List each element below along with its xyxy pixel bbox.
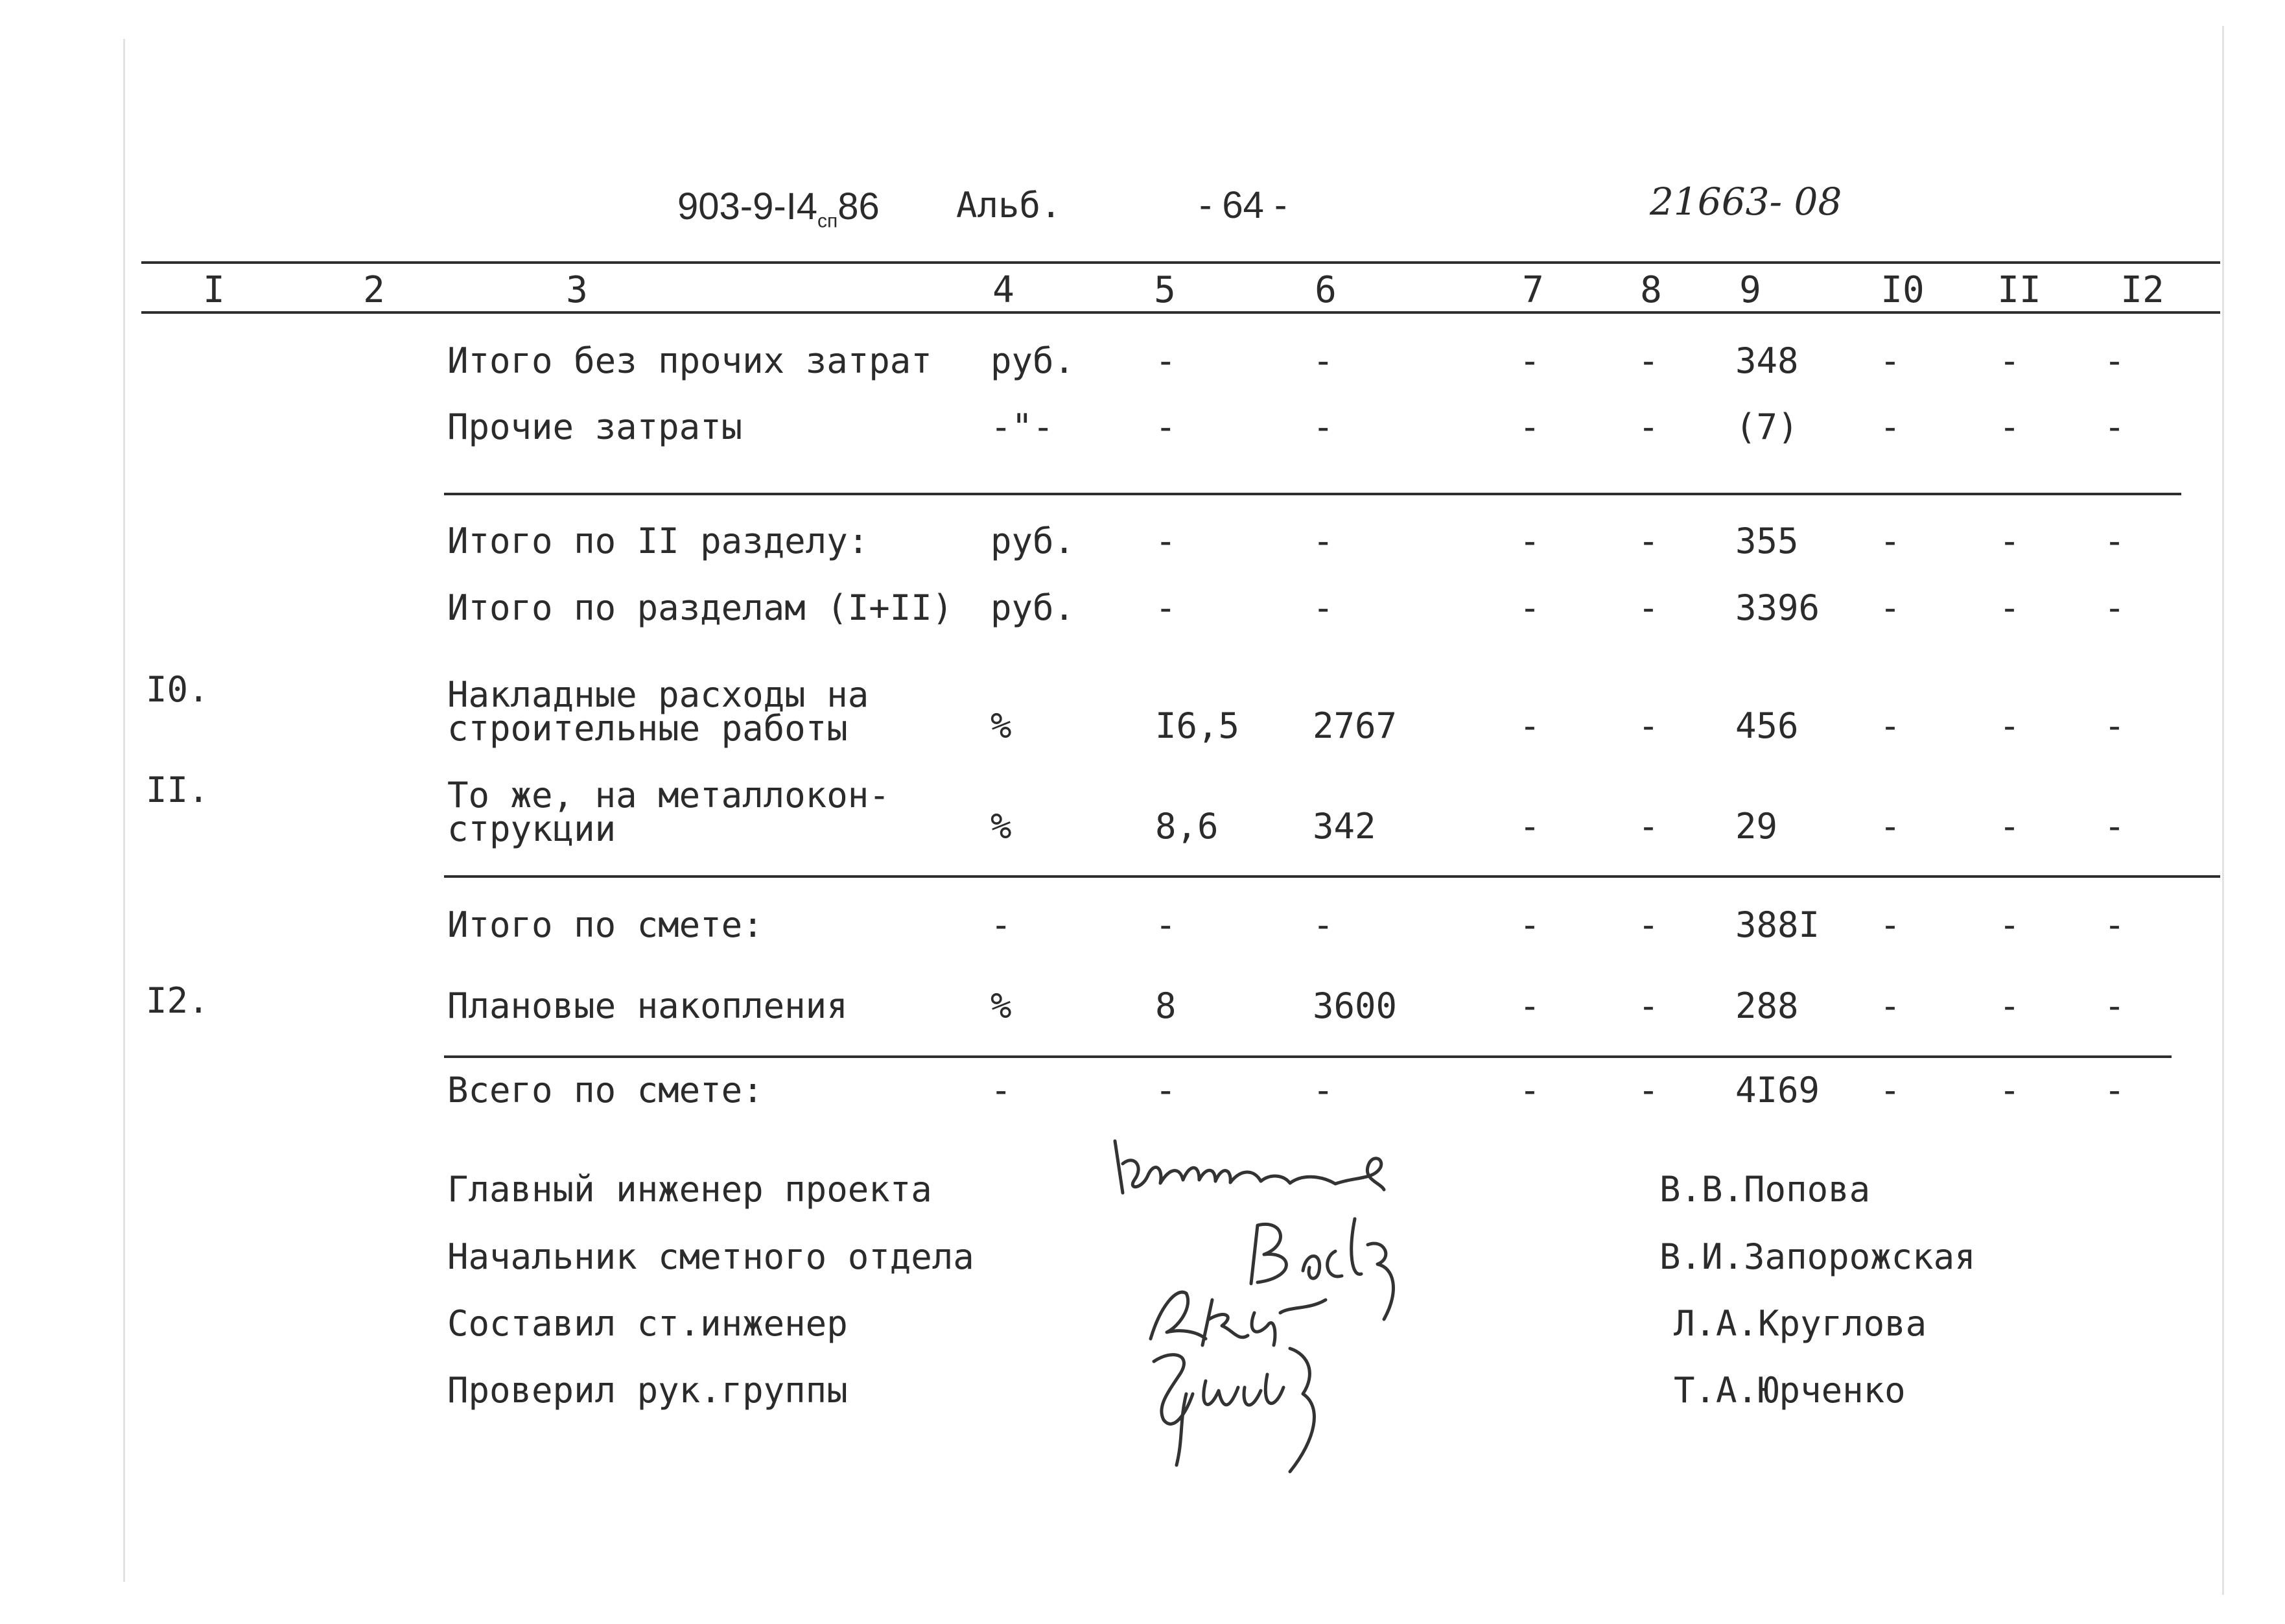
row-base: - <box>1313 904 1334 945</box>
row-number: II. <box>146 770 209 810</box>
row-unit: - <box>990 904 1012 945</box>
signatory-name: В.В.Попова <box>1659 1169 1871 1210</box>
row-col10: - <box>1879 705 1901 746</box>
column-header-5: 5 <box>1154 269 1176 311</box>
row-col12: - <box>2103 904 2126 945</box>
row-unit: руб. <box>990 340 1075 381</box>
inventory-number: 21663- 08 <box>1650 180 1842 224</box>
row-col10: - <box>1879 806 1901 847</box>
signatory-role: Главный инженер проекта <box>447 1169 932 1210</box>
row-col7: - <box>1519 705 1541 746</box>
rule-after-other-costs <box>444 493 2181 495</box>
signatory-role: Начальник сметного отдела <box>447 1236 974 1277</box>
row-amount: 4I69 <box>1735 1070 1820 1111</box>
row-base: 342 <box>1313 806 1376 847</box>
row-col11: - <box>1998 1070 2021 1111</box>
row-col10: - <box>1879 904 1901 945</box>
row-col8: - <box>1637 406 1659 447</box>
row-amount: 456 <box>1735 705 1799 746</box>
row-col7: - <box>1519 340 1541 381</box>
row-rate: - <box>1155 521 1177 561</box>
column-header-8: 8 <box>1640 269 1662 311</box>
row-col11: - <box>1998 340 2021 381</box>
row-rate: - <box>1155 406 1177 447</box>
row-base: - <box>1313 340 1334 381</box>
document-code: $903-9-I4_{сп}86$ <box>677 185 880 232</box>
row-name: То же, на металлокон- <box>447 775 890 816</box>
column-header-11: II <box>1997 269 2041 311</box>
row-col11: - <box>1998 904 2021 945</box>
row-unit: руб. <box>990 521 1075 561</box>
row-name: Итого без прочих затрат <box>447 340 932 381</box>
row-amount: 388I <box>1735 904 1820 945</box>
signatory-role: Проверил рук.группы <box>447 1370 848 1411</box>
row-unit: - <box>990 1070 1012 1111</box>
row-col7: - <box>1519 521 1541 561</box>
header-rule-bottom <box>141 311 2220 314</box>
row-col7: - <box>1519 587 1541 628</box>
row-name: Итого по разделам (I+II) <box>447 587 954 628</box>
row-rate: 8 <box>1155 985 1177 1026</box>
row-rate: I6,5 <box>1155 705 1240 746</box>
row-col8: - <box>1637 1070 1659 1111</box>
row-rate: 8,6 <box>1155 806 1219 847</box>
rule-before-grand-total <box>444 1055 2172 1058</box>
row-name: Плановые накопления <box>447 985 848 1026</box>
row-col10: - <box>1879 587 1901 628</box>
row-col8: - <box>1637 806 1659 847</box>
row-unit: % <box>990 806 1012 847</box>
scan-edge-right <box>2222 26 2224 1595</box>
row-col12: - <box>2103 406 2126 447</box>
scan-edge-left <box>123 39 125 1582</box>
row-col10: - <box>1879 985 1901 1026</box>
row-col11: - <box>1998 521 2021 561</box>
header-rule-top <box>141 261 2220 264</box>
row-base: - <box>1313 521 1334 561</box>
row-unit: -"- <box>990 406 1054 447</box>
row-base: - <box>1313 587 1334 628</box>
row-name: Накладные расходы на <box>447 674 869 715</box>
signatory-name: В.И.Запорожская <box>1659 1236 1976 1277</box>
column-header-3: 3 <box>566 269 588 311</box>
column-header-1: I <box>203 269 225 311</box>
row-amount: 348 <box>1735 340 1799 381</box>
row-number: I2. <box>146 980 209 1021</box>
row-unit: руб. <box>990 587 1075 628</box>
row-col10: - <box>1879 340 1901 381</box>
row-amount: 29 <box>1735 806 1778 847</box>
row-name: Прочие затраты <box>447 406 743 447</box>
row-amount: 355 <box>1735 521 1799 561</box>
row-col8: - <box>1637 340 1659 381</box>
row-col11: - <box>1998 705 2021 746</box>
album-label: Альб. <box>956 185 1062 226</box>
row-col12: - <box>2103 340 2126 381</box>
rule-before-estimate-total <box>444 875 2220 878</box>
row-col10: - <box>1879 521 1901 561</box>
row-col10: - <box>1879 1070 1901 1111</box>
signatory-role: Составил ст.инженер <box>447 1303 848 1344</box>
signature-group-lead <box>1141 1336 1348 1472</box>
row-col12: - <box>2103 806 2126 847</box>
row-rate: - <box>1155 587 1177 628</box>
row-col7: - <box>1519 904 1541 945</box>
row-amount: (7) <box>1735 406 1799 447</box>
signature-chief-engineer <box>1108 1128 1387 1206</box>
column-header-9: 9 <box>1739 269 1761 311</box>
row-unit: % <box>990 705 1012 746</box>
row-amount: 3396 <box>1735 587 1820 628</box>
row-col11: - <box>1998 985 2021 1026</box>
row-col8: - <box>1637 587 1659 628</box>
page-number: - 64 - <box>1199 184 1287 226</box>
row-amount: 288 <box>1735 985 1799 1026</box>
row-col7: - <box>1519 1070 1541 1111</box>
row-col12: - <box>2103 705 2126 746</box>
row-base: 2767 <box>1313 705 1398 746</box>
row-col8: - <box>1637 705 1659 746</box>
signatory-name: Л.А.Круглова <box>1674 1303 1927 1344</box>
column-header-6: 6 <box>1315 269 1337 311</box>
column-header-4: 4 <box>992 269 1014 311</box>
row-col8: - <box>1637 521 1659 561</box>
row-col8: - <box>1637 904 1659 945</box>
column-header-2: 2 <box>363 269 385 311</box>
row-name: струкции <box>447 808 616 849</box>
column-header-7: 7 <box>1522 269 1544 311</box>
row-col11: - <box>1998 587 2021 628</box>
column-header-10: I0 <box>1881 269 1925 311</box>
row-col11: - <box>1998 806 2021 847</box>
row-col7: - <box>1519 985 1541 1026</box>
signatory-name: Т.А.Юрченко <box>1674 1370 1906 1411</box>
row-rate: - <box>1155 1070 1177 1111</box>
row-base: 3600 <box>1313 985 1398 1026</box>
row-col12: - <box>2103 985 2126 1026</box>
row-name: Итого по II разделу: <box>447 521 869 561</box>
row-name: Итого по смете: <box>447 904 764 945</box>
row-rate: - <box>1155 340 1177 381</box>
row-col12: - <box>2103 521 2126 561</box>
row-base: - <box>1313 406 1334 447</box>
row-col12: - <box>2103 587 2126 628</box>
row-name: Всего по смете: <box>447 1070 764 1111</box>
row-col11: - <box>1998 406 2021 447</box>
row-number: I0. <box>146 669 209 710</box>
row-col10: - <box>1879 406 1901 447</box>
row-col8: - <box>1637 985 1659 1026</box>
row-unit: % <box>990 985 1012 1026</box>
row-col7: - <box>1519 806 1541 847</box>
column-header-12: I2 <box>2120 269 2164 311</box>
row-name: строительные работы <box>447 708 848 749</box>
row-rate: - <box>1155 904 1177 945</box>
row-col7: - <box>1519 406 1541 447</box>
row-col12: - <box>2103 1070 2126 1111</box>
row-base: - <box>1313 1070 1334 1111</box>
